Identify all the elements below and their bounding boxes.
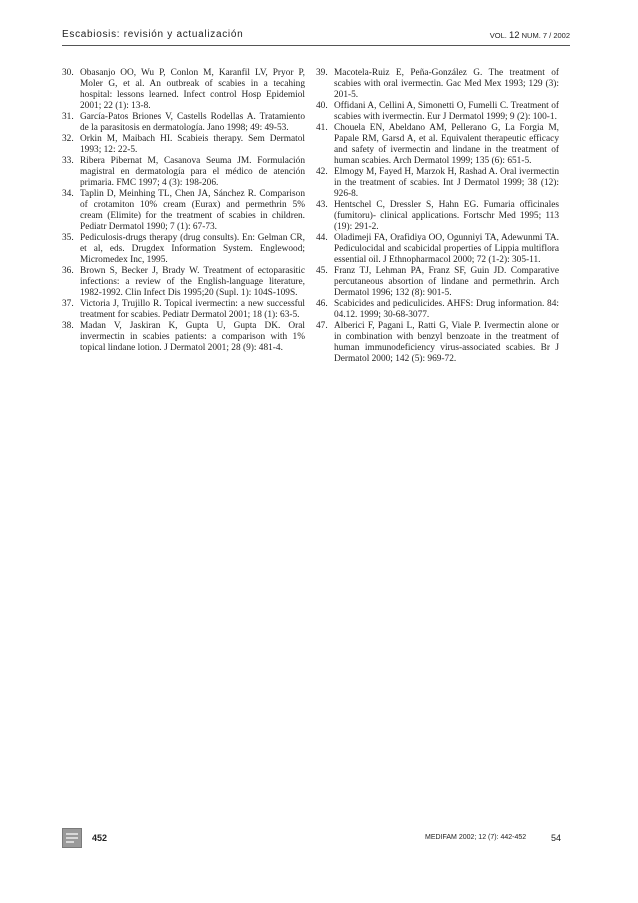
reference-text: Obasanjo OO, Wu P, Conlon M, Karanfil LV, Pryor P, Moler G, et al. An outbreak of scabies in a tecahing hospital: lessons learned. Infect control Hosp Epidemiol 2001; 22 (1): 13-8. [80,68,305,111]
reference-number: 36. [62,266,74,276]
reference-number: 43. [316,200,328,210]
reference-text: Chouela EN, Abeldano AM, Pellerano G, La Forgia M, Papale RM, Garsd A, et al. Equivalent therapeutic efficacy and safety of ivermectin and lindane in the treatment of human scabies. Arch Dermatol 1999; 135 (6): 651-5. [334,123,559,166]
reference-text: Elmogy M, Fayed H, Marzok H, Rashad A. Oral ivermectin in the treatment of scabies. Int J Dermatol 1999; 38 (12): 926-8. [334,167,559,199]
reference-item [316,321,559,365]
page-number-right: 54 [551,833,562,843]
reference-item [62,134,305,156]
volume-info [490,30,570,41]
reference-item [62,299,305,321]
reference-number: 31. [62,112,74,122]
reference-item [62,233,305,266]
reference-item [62,112,305,134]
reference-text: Macotela-Ruiz E, Peña-González G. The treatment of scabies with oral ivermectin. Gac Med Mex 1993; 129 (3): 201-5. [334,68,559,100]
references-column-right [316,68,559,365]
reference-number: 41. [316,123,328,133]
reference-number: 32. [62,134,74,144]
reference-number: 42. [316,167,328,177]
reference-item [62,189,305,233]
reference-text: Pediculosis-drugs therapy (drug consults). En: Gelman CR, et al, eds. Drugdex Information System. Englewood; Micromedex Inc, 1995. [80,233,305,265]
reference-item [316,101,559,123]
reference-text: Franz TJ, Lehman PA, Franz SF, Guin JD. Comparative percutaneous absortion of lindane and permethrin. Arch Dermatol 1996; 132 (8): 901-5. [334,266,559,298]
reference-number: 45. [316,266,328,276]
num-label: NUM. [521,31,541,40]
reference-item [316,68,559,101]
reference-text: Taplin D, Meinhing TL, Chen JA, Sánchez R. Comparison of crotamiton 10% cream (Eurax) and permethrin 5% cream (Elimite) for the treatment of scabies in children. Pediatr Dermatol 1990; 7 (1): 67-73. [80,189,305,232]
journal-logo-icon [62,828,82,848]
reference-number: 44. [316,233,328,243]
reference-item [62,266,305,299]
header-rule [62,45,570,46]
reference-text: Victoria J, Trujillo R. Topical ivermectin: a new successful treatment for scabies. Pediatr Dermatol 2001; 18 (1): 63-5. [80,299,305,320]
references-column-left [62,68,305,354]
reference-item [62,156,305,189]
reference-number: 38. [62,321,74,331]
reference-text: Oladimeji FA, Orafidiya OO, Ogunniyi TA, Adewunmi TA. Pediculocidal and scabicidal properties of Lippia multiflora essential oil. J Ethnopharmacol 2000; 72 (1-2): 305-11. [334,233,559,265]
page-number-left: 452 [92,833,108,843]
reference-number: 33. [62,156,74,166]
reference-text: Madan V, Jaskiran K, Gupta U, Gupta DK. Oral invermectin in scabies patients: a comparison with 1% topical lindane lotion. J Dermatol 2001; 28 (9): 481-4. [80,321,305,353]
reference-item [316,123,559,167]
reference-number: 39. [316,68,328,78]
reference-text: Scabicides and pediculicides. AHFS: Drug information. 84: 04.12. 1999; 30-68-3077. [334,299,559,320]
running-title: Escabiosis: revisión y actualización [62,29,244,40]
reference-item [316,167,559,200]
reference-text: Offidani A, Cellini A, Simonetti O, Fumelli C. Treatment of scabies with ivermectin. Eur J Dermatol 1999; 9 (2): 100-1. [334,101,559,122]
running-header [62,29,570,45]
reference-number: 37. [62,299,74,309]
reference-item [316,233,559,266]
num-rest: 7 / 2002 [542,31,570,40]
reference-item [62,321,305,354]
reference-number: 47. [316,321,328,331]
reference-number: 35. [62,233,74,243]
reference-item [316,266,559,299]
vol-number: 12 [508,30,520,41]
reference-number: 46. [316,299,328,309]
reference-text: Alberici F, Pagani L, Ratti G, Viale P. Ivermectin alone or in combination with benzyl benzoate in the treatment of human immunodeficiency virus-associated scabies. Br J Dermatol 2000; 142 (5): 969-72. [334,321,559,364]
reference-item [316,200,559,233]
reference-number: 30. [62,68,74,78]
reference-text: García-Patos Briones V, Castells Rodellas A. Tratamiento de la parasitosis en dermatología. Jano 1998; 49: 49-53. [80,112,305,133]
vol-label: VOL. [489,31,507,40]
reference-text: Orkin M, Maibach HI. Scabieis therapy. Sem Dermatol 1993; 12: 22-5. [80,134,305,155]
reference-text: Hentschel C, Dressler S, Hahn EG. Fumaria officinales (fumitoru)- clinical applications. Fortschr Med 1995; 113 (19): 291-2. [334,200,559,232]
reference-text: Ribera Pibernat M, Casanova Seuma JM. Formulación magistral en dermatología para el médico de atención primaria. FMC 1997; 4 (3): 198-206. [80,156,305,188]
journal-citation: MEDIFAM 2002; 12 (7): 442-452 [425,834,527,841]
reference-number: 40. [316,101,328,111]
reference-item [316,299,559,321]
reference-number: 34. [62,189,74,199]
reference-item [62,68,305,112]
reference-text: Brown S, Becker J, Brady W. Treatment of ectoparasitic infections: a review of the English-language literature, 1982-1992. Clin Infect Dis 1995;20 (Supl. 1): 104S-109S. [80,266,305,298]
